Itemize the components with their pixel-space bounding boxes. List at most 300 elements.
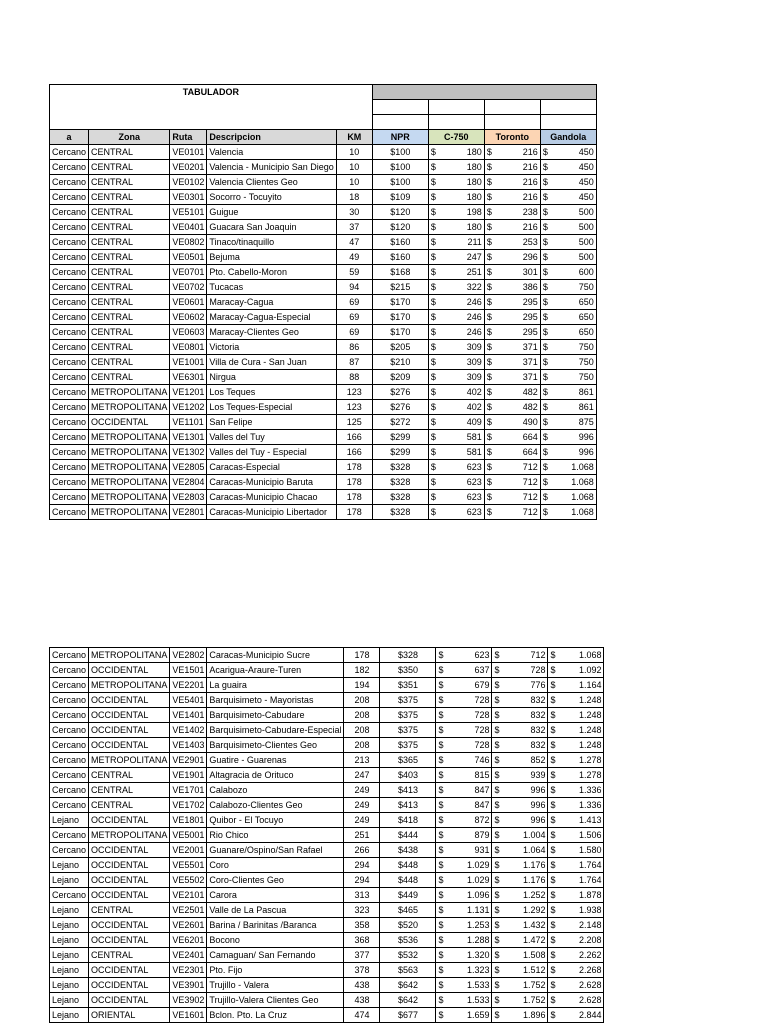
amount: 623 [466, 492, 482, 502]
amount: 1.248 [578, 725, 602, 735]
header-spacer [484, 100, 540, 115]
table-row [50, 430, 597, 445]
currency-symbol: $ [438, 710, 444, 720]
cell-c750 [428, 430, 484, 445]
currency-symbol: $ [430, 192, 436, 202]
cell-km: 208 [344, 723, 380, 738]
currency-symbol: $ [430, 507, 436, 517]
currency-symbol: $ [550, 755, 556, 765]
cell-descripcion: Pto. Cabello-Moron [207, 265, 336, 280]
currency-symbol: $ [438, 845, 444, 855]
cell-a: Lejano [50, 813, 89, 828]
cell-km: 59 [336, 265, 372, 280]
cell-gandola [548, 753, 604, 768]
amount: 1.164 [578, 680, 602, 690]
cell-zona: METROPOLITANA [89, 475, 170, 490]
cell-descripcion: Caracas-Municipio Libertador [207, 505, 336, 520]
table-row [50, 978, 604, 993]
currency-symbol: $ [550, 860, 556, 870]
currency-symbol: $ [494, 980, 500, 990]
currency-symbol: $ [486, 327, 492, 337]
cell-descripcion: Maracay-Clientes Geo [207, 325, 336, 340]
cell-a: Cercano [50, 160, 89, 175]
currency-symbol: $ [438, 890, 444, 900]
currency-symbol: $ [486, 417, 492, 427]
currency-symbol: $ [438, 770, 444, 780]
currency-symbol: $ [494, 680, 500, 690]
cell-zona: OCCIDENTAL [89, 415, 170, 430]
cell-zona: CENTRAL [89, 355, 170, 370]
cell-npr: $448 [380, 858, 436, 873]
cell-zona: CENTRAL [89, 235, 170, 250]
currency-symbol: $ [430, 282, 436, 292]
currency-symbol: $ [430, 432, 436, 442]
amount: 1.064 [522, 845, 546, 855]
currency-symbol: $ [438, 950, 444, 960]
currency-symbol: $ [542, 492, 548, 502]
currency-symbol: $ [438, 830, 444, 840]
cell-a: Lejano [50, 933, 89, 948]
cell-ruta: VE3901 [170, 978, 207, 993]
header-spacer [540, 100, 596, 115]
cell-descripcion: Calabozo-Clientes Geo [207, 798, 344, 813]
cell-descripcion: Villa de Cura - San Juan [207, 355, 336, 370]
amount: 295 [522, 312, 538, 322]
cell-npr: $532 [380, 948, 436, 963]
table-row [50, 145, 597, 160]
cell-ruta: VE0702 [170, 280, 207, 295]
table-row [50, 280, 597, 295]
currency-symbol: $ [486, 402, 492, 412]
cell-descripcion: Pto. Fijo [207, 963, 344, 978]
cell-gandola [548, 843, 604, 858]
currency-symbol: $ [430, 147, 436, 157]
cell-gandola [548, 723, 604, 738]
cell-gandola [548, 693, 604, 708]
amount: 180 [466, 192, 482, 202]
amount: 500 [578, 222, 594, 232]
cell-descripcion: Altagracia de Orituco [207, 768, 344, 783]
cell-npr: $444 [380, 828, 436, 843]
cell-toronto [484, 280, 540, 295]
cell-zona: OCCIDENTAL [89, 888, 170, 903]
cell-zona: CENTRAL [89, 340, 170, 355]
cell-a: Cercano [50, 828, 89, 843]
cell-c750 [436, 903, 492, 918]
amount: 1.752 [522, 980, 546, 990]
amount: 1.068 [571, 492, 594, 502]
amount: 450 [578, 162, 594, 172]
cell-descripcion: Trujillo - Valera [207, 978, 344, 993]
amount: 996 [530, 815, 546, 825]
amount: 861 [578, 387, 594, 397]
cell-km: 69 [336, 325, 372, 340]
amount: 246 [466, 312, 482, 322]
cell-a: Cercano [50, 145, 89, 160]
currency-symbol: $ [438, 980, 444, 990]
cell-ruta: VE2802 [170, 648, 207, 663]
cell-npr: $100 [372, 160, 428, 175]
cell-npr: $160 [372, 250, 428, 265]
currency-symbol: $ [494, 845, 500, 855]
cell-descripcion: Valles del Tuy - Especial [207, 445, 336, 460]
currency-symbol: $ [430, 387, 436, 397]
amount: 728 [474, 710, 490, 720]
cell-npr: $328 [380, 648, 436, 663]
cell-zona: METROPOLITANA [89, 460, 170, 475]
currency-symbol: $ [494, 935, 500, 945]
cell-npr: $328 [372, 505, 428, 520]
amount: 728 [474, 695, 490, 705]
cell-a: Cercano [50, 235, 89, 250]
amount: 500 [578, 252, 594, 262]
cell-descripcion: Tucacas [207, 280, 336, 295]
col-header-npr: NPR [372, 130, 428, 145]
amount: 1.278 [578, 755, 602, 765]
amount: 2.628 [578, 980, 602, 990]
cell-ruta: VE1202 [170, 400, 207, 415]
header-band [372, 85, 596, 100]
cell-ruta: VE1001 [170, 355, 207, 370]
amount: 712 [530, 650, 546, 660]
table-row [50, 813, 604, 828]
table-row [50, 933, 604, 948]
cell-gandola [548, 873, 604, 888]
cell-a: Cercano [50, 648, 89, 663]
cell-descripcion: Valle de La Pascua [207, 903, 344, 918]
cell-km: 10 [336, 160, 372, 175]
cell-a: Cercano [50, 783, 89, 798]
currency-symbol: $ [494, 995, 500, 1005]
cell-zona: CENTRAL [89, 798, 170, 813]
cell-a: Cercano [50, 768, 89, 783]
currency-symbol: $ [550, 740, 556, 750]
cell-c750 [436, 693, 492, 708]
cell-c750 [428, 265, 484, 280]
cell-zona: METROPOLITANA [89, 678, 170, 693]
col-header-gandola: Gandola [540, 130, 596, 145]
cell-ruta: VE2001 [170, 843, 207, 858]
cell-zona: CENTRAL [89, 145, 170, 160]
cell-npr: $642 [380, 978, 436, 993]
cell-ruta: VE1401 [170, 708, 207, 723]
cell-a: Lejano [50, 978, 89, 993]
currency-symbol: $ [550, 695, 556, 705]
amount: 371 [522, 342, 538, 352]
cell-a: Cercano [50, 280, 89, 295]
currency-symbol: $ [542, 372, 548, 382]
cell-descripcion: Bocono [207, 933, 344, 948]
currency-symbol: $ [486, 147, 492, 157]
cell-a: Cercano [50, 798, 89, 813]
cell-km: 213 [344, 753, 380, 768]
currency-symbol: $ [494, 800, 500, 810]
cell-km: 178 [336, 460, 372, 475]
amount: 637 [474, 665, 490, 675]
cell-descripcion: Guatire - Guarenas [207, 753, 344, 768]
amount: 847 [474, 800, 490, 810]
cell-ruta: VE2401 [170, 948, 207, 963]
cell-km: 377 [344, 948, 380, 963]
cell-km: 69 [336, 295, 372, 310]
cell-km: 208 [344, 708, 380, 723]
cell-gandola [548, 858, 604, 873]
cell-toronto [484, 490, 540, 505]
cell-toronto [492, 843, 548, 858]
cell-ruta: VE1701 [170, 783, 207, 798]
cell-c750 [436, 738, 492, 753]
currency-symbol: $ [494, 875, 500, 885]
cell-toronto [492, 813, 548, 828]
table-row [50, 160, 597, 175]
currency-symbol: $ [494, 965, 500, 975]
cell-gandola [540, 505, 596, 520]
cell-zona: CENTRAL [89, 948, 170, 963]
table-row [50, 798, 604, 813]
cell-zona: OCCIDENTAL [89, 873, 170, 888]
cell-c750 [428, 220, 484, 235]
amount: 1.336 [578, 800, 602, 810]
cell-a: Cercano [50, 385, 89, 400]
cell-toronto [492, 768, 548, 783]
cell-descripcion: Valles del Tuy [207, 430, 336, 445]
cell-zona: METROPOLITANA [89, 753, 170, 768]
currency-symbol: $ [550, 785, 556, 795]
currency-symbol: $ [494, 725, 500, 735]
currency-symbol: $ [494, 710, 500, 720]
cell-ruta: VE0701 [170, 265, 207, 280]
table-row [50, 490, 597, 505]
amount: 296 [522, 252, 538, 262]
cell-c750 [436, 993, 492, 1008]
amount: 712 [522, 477, 538, 487]
cell-c750 [428, 145, 484, 160]
amount: 386 [522, 282, 538, 292]
table-row [50, 220, 597, 235]
cell-km: 313 [344, 888, 380, 903]
cell-npr: $209 [372, 370, 428, 385]
cell-c750 [436, 708, 492, 723]
amount: 750 [578, 282, 594, 292]
currency-symbol: $ [494, 830, 500, 840]
currency-symbol: $ [494, 665, 500, 675]
cell-zona: CENTRAL [89, 903, 170, 918]
currency-symbol: $ [542, 297, 548, 307]
cell-a: Cercano [50, 888, 89, 903]
cell-gandola [548, 798, 604, 813]
cell-toronto [484, 340, 540, 355]
cell-zona: OCCIDENTAL [89, 933, 170, 948]
cell-km: 474 [344, 1008, 380, 1023]
table-row [50, 370, 597, 385]
table-row [50, 1008, 604, 1023]
cell-zona: METROPOLITANA [89, 385, 170, 400]
col-header-c750: C-750 [428, 130, 484, 145]
currency-symbol: $ [430, 297, 436, 307]
amount: 2.268 [578, 965, 602, 975]
cell-toronto [492, 753, 548, 768]
cell-zona: METROPOLITANA [89, 445, 170, 460]
cell-c750 [436, 678, 492, 693]
cell-descripcion: Quibor - El Tocuyo [207, 813, 344, 828]
cell-ruta: VE1101 [170, 415, 207, 430]
cell-descripcion: Guanare/Ospino/San Rafael [207, 843, 344, 858]
cell-zona: METROPOLITANA [89, 400, 170, 415]
cell-a: Cercano [50, 460, 89, 475]
currency-symbol: $ [486, 477, 492, 487]
cell-a: Cercano [50, 430, 89, 445]
cell-gandola [548, 963, 604, 978]
cell-npr: $170 [372, 325, 428, 340]
amount: 1.878 [578, 890, 602, 900]
cell-a: Cercano [50, 265, 89, 280]
amount: 295 [522, 297, 538, 307]
currency-symbol: $ [542, 282, 548, 292]
cell-zona: OCCIDENTAL [89, 738, 170, 753]
cell-ruta: VE0401 [170, 220, 207, 235]
currency-symbol: $ [486, 432, 492, 442]
currency-symbol: $ [550, 950, 556, 960]
currency-symbol: $ [550, 710, 556, 720]
cell-toronto [484, 310, 540, 325]
cell-ruta: VE5501 [170, 858, 207, 873]
cell-toronto [492, 648, 548, 663]
cell-km: 294 [344, 858, 380, 873]
amount: 1.131 [466, 905, 490, 915]
amount: 746 [474, 755, 490, 765]
cell-npr: $465 [380, 903, 436, 918]
cell-a: Lejano [50, 963, 89, 978]
currency-symbol: $ [438, 665, 444, 675]
cell-gandola [548, 933, 604, 948]
cell-zona: CENTRAL [89, 768, 170, 783]
amount: 832 [530, 725, 546, 735]
currency-symbol: $ [486, 372, 492, 382]
table-row [50, 250, 597, 265]
cell-descripcion: Los Teques [207, 385, 336, 400]
cell-descripcion: Barquisimeto-Clientes Geo [207, 738, 344, 753]
cell-ruta: VE1301 [170, 430, 207, 445]
cell-gandola [540, 295, 596, 310]
cell-descripcion: Barina / Barinitas /Baranca [207, 918, 344, 933]
cell-gandola [548, 648, 604, 663]
currency-symbol: $ [438, 755, 444, 765]
cell-zona: CENTRAL [89, 250, 170, 265]
tabulador-table-bottom [49, 647, 604, 1023]
cell-ruta: VE0801 [170, 340, 207, 355]
cell-km: 178 [344, 648, 380, 663]
currency-symbol: $ [494, 740, 500, 750]
cell-toronto [484, 400, 540, 415]
currency-symbol: $ [550, 935, 556, 945]
amount: 832 [530, 695, 546, 705]
currency-symbol: $ [438, 815, 444, 825]
cell-c750 [428, 505, 484, 520]
cell-ruta: VE2301 [170, 963, 207, 978]
cell-zona: CENTRAL [89, 783, 170, 798]
cell-a: Cercano [50, 325, 89, 340]
cell-toronto [492, 828, 548, 843]
table-row [50, 858, 604, 873]
cell-zona: CENTRAL [89, 265, 170, 280]
currency-symbol: $ [542, 252, 548, 262]
cell-gandola [540, 400, 596, 415]
table-row [50, 475, 597, 490]
cell-gandola [540, 460, 596, 475]
currency-symbol: $ [430, 222, 436, 232]
currency-symbol: $ [486, 177, 492, 187]
amount: 728 [474, 740, 490, 750]
currency-symbol: $ [550, 815, 556, 825]
cell-descripcion: Los Teques-Especial [207, 400, 336, 415]
amount: 1.506 [578, 830, 602, 840]
table-row [50, 355, 597, 370]
currency-symbol: $ [486, 357, 492, 367]
table-row [50, 175, 597, 190]
cell-descripcion: Carora [207, 888, 344, 903]
cell-c750 [428, 310, 484, 325]
table-row [50, 963, 604, 978]
cell-a: Cercano [50, 693, 89, 708]
currency-symbol: $ [550, 665, 556, 675]
cell-ruta: VE1501 [170, 663, 207, 678]
table-row [50, 993, 604, 1008]
amount: 1.096 [466, 890, 490, 900]
cell-gandola [540, 265, 596, 280]
amount: 1.533 [466, 995, 490, 1005]
cell-toronto [492, 918, 548, 933]
currency-symbol: $ [438, 650, 444, 660]
cell-km: 323 [344, 903, 380, 918]
cell-toronto [492, 993, 548, 1008]
currency-symbol: $ [430, 252, 436, 262]
cell-toronto [492, 678, 548, 693]
amount: 650 [578, 327, 594, 337]
amount: 216 [522, 177, 538, 187]
amount: 450 [578, 192, 594, 202]
currency-symbol: $ [486, 252, 492, 262]
cell-npr: $677 [380, 1008, 436, 1023]
cell-ruta: VE0603 [170, 325, 207, 340]
cell-c750 [428, 250, 484, 265]
amount: 847 [474, 785, 490, 795]
cell-c750 [428, 415, 484, 430]
cell-npr: $276 [372, 385, 428, 400]
cell-descripcion: Victoria [207, 340, 336, 355]
cell-toronto [492, 723, 548, 738]
cell-gandola [540, 475, 596, 490]
cell-descripcion: Caracas-Municipio Sucre [207, 648, 344, 663]
cell-ruta: VE1601 [170, 1008, 207, 1023]
cell-npr: $375 [380, 693, 436, 708]
cell-km: 88 [336, 370, 372, 385]
currency-symbol: $ [494, 920, 500, 930]
currency-symbol: $ [486, 162, 492, 172]
currency-symbol: $ [430, 327, 436, 337]
table-row [50, 385, 597, 400]
amount: 322 [466, 282, 482, 292]
cell-km: 125 [336, 415, 372, 430]
cell-gandola [540, 430, 596, 445]
cell-zona: CENTRAL [89, 295, 170, 310]
currency-symbol: $ [430, 162, 436, 172]
cell-toronto [492, 1008, 548, 1023]
cell-a: Cercano [50, 738, 89, 753]
cell-c750 [428, 475, 484, 490]
currency-symbol: $ [438, 725, 444, 735]
cell-descripcion: Rio Chico [207, 828, 344, 843]
table-row [50, 325, 597, 340]
